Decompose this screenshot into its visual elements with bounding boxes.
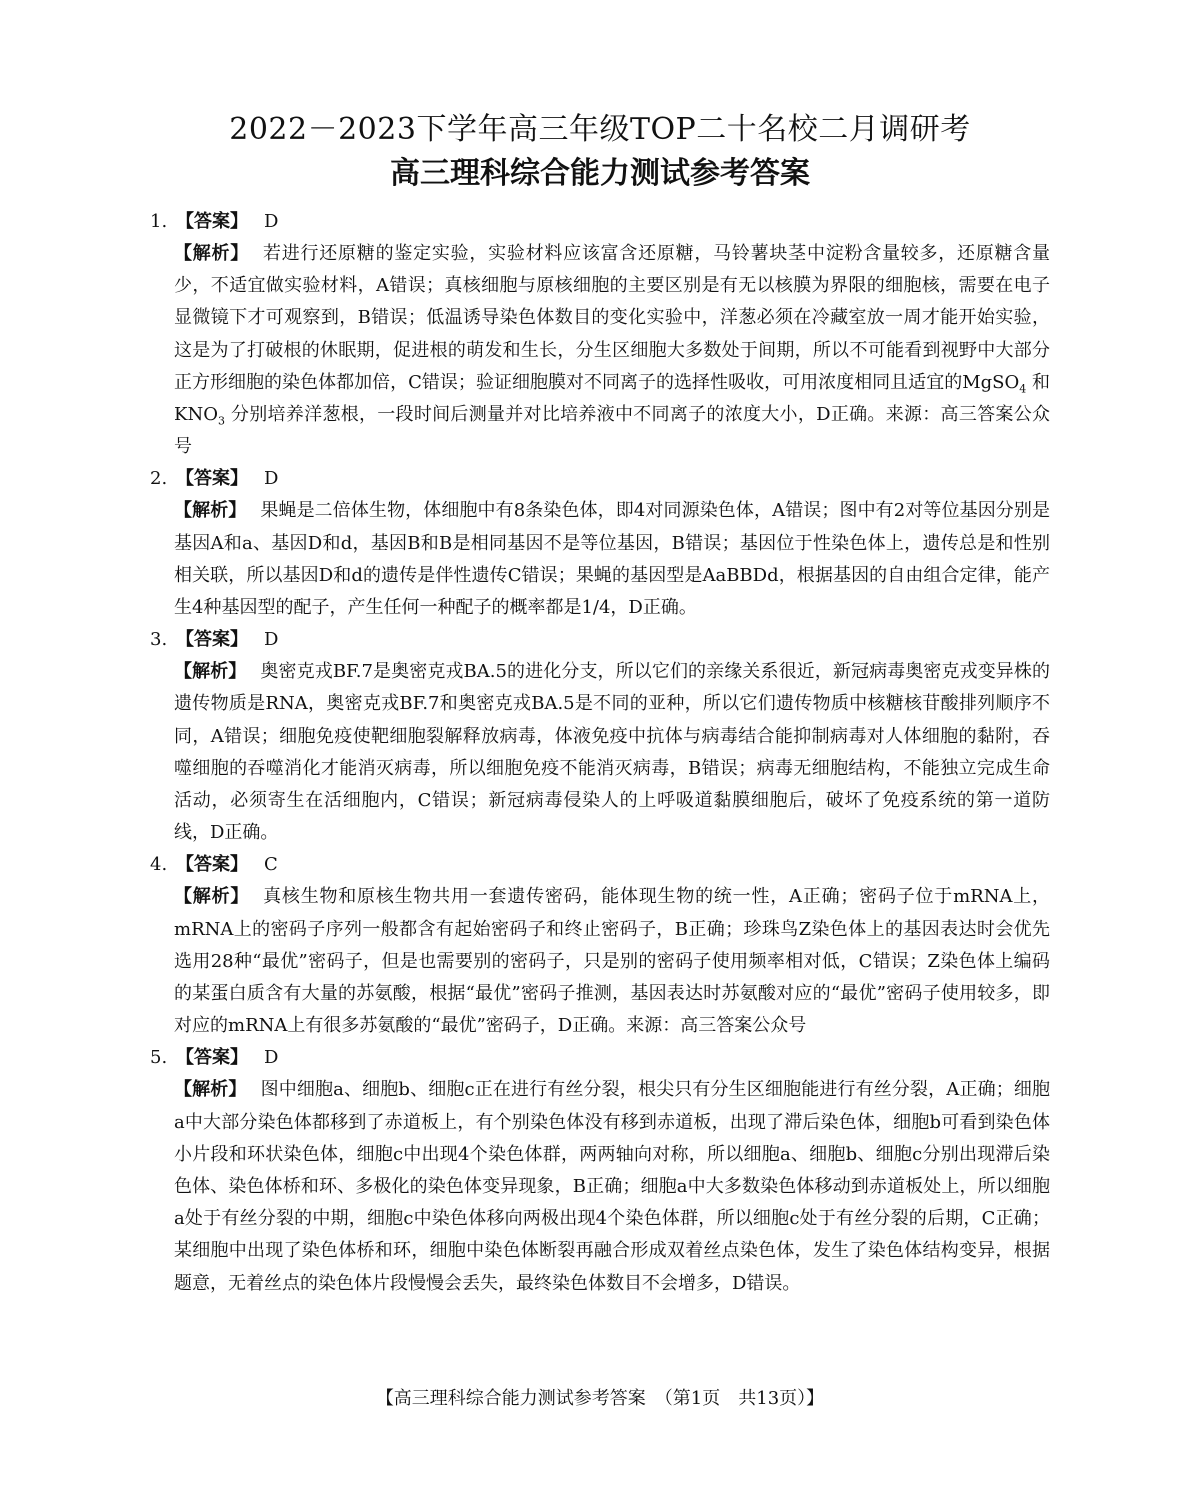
answer-tag: 【答案】: [176, 211, 248, 232]
answer-line: [150, 206, 1050, 238]
explanation: [174, 656, 1050, 849]
question-number: 1.: [150, 211, 168, 232]
answer-value: C: [264, 854, 278, 876]
answer-value: D: [264, 629, 279, 651]
explanation: [174, 881, 1050, 1042]
subscript: 4: [1019, 382, 1027, 396]
explanation-text: 分别培养洋葱根，一段时间后测量并对比培养液中不同离子的浓度大小，D正确。来源：高三答案公众号: [174, 404, 1050, 458]
explanation-tag: 【解析】: [174, 243, 250, 264]
page-title: 2022－2023下学年高三年级TOP二十名校二月调研考: [229, 112, 971, 147]
page-footer: 【高三理科综合能力测试参考答案 （第1页 共13页）】: [375, 1388, 825, 1409]
answer-line: [150, 624, 1050, 656]
answer-line: [150, 849, 1050, 881]
explanation-tag: 【解析】: [174, 886, 250, 908]
answer-tag: 【答案】: [176, 854, 248, 876]
explanation-text: 和KNO: [174, 371, 1050, 426]
answer-tag: 【答案】: [176, 468, 248, 490]
answer-value: D: [264, 211, 279, 232]
question-number: 4.: [150, 854, 168, 876]
explanation: [174, 1074, 1050, 1299]
question-number: 3.: [150, 629, 168, 651]
answer-tag: 【答案】: [176, 1047, 248, 1069]
answer-value: D: [264, 1047, 279, 1069]
question-2: [150, 463, 1050, 624]
subscript: 3: [217, 414, 225, 428]
explanation-text: 图中细胞a、细胞b、细胞c正在进行有丝分裂，根尖只有分生区细胞能进行有丝分裂，A正确；细胞a中大部分染色体都移到了赤道板上，有个别染色体没有移到赤道板，出现了滞后染色体，细胞b可看到染色体小片段和环状染色体，细胞c中出现4个染色体群，两两轴向对称，所以细胞a、细胞b、细胞c分别出现滞后染色体、染色体桥和环、多极化的染色体变异现象，B正确；细胞a中大多数染色体移动到赤道板处上，所以细胞a处于有丝分裂的中期，细胞c中染色体移向两极出现4个染色体群，所以细胞c处于有丝分裂的后期，C正确；某细胞中出现了染色体桥和环，细胞中染色体断裂再融合形成双着丝点染色体，发生了染色体结构变异，根据题意，无着丝点的染色体片段慢慢会丢失，最终染色体数目不会增多，D错误。: [174, 1079, 1050, 1294]
answer-line: [150, 463, 1050, 495]
answer-value: D: [264, 468, 279, 490]
question-4: [150, 849, 1050, 1042]
explanation-tag: 【解析】: [174, 1079, 247, 1101]
explanation-text: 真核生物和原核生物共用一套遗传密码，能体现生物的统一性，A正确；密码子位于mRNA上，mRNA上的密码子序列一般都含有起始密码子和终止密码子，B正确；珍珠鸟Z染色体上的基因表达时会优先选用28种“最优”密码子，但是也需要别的密码子，只是别的密码子使用频率相对低，C错误；Z染色体上编码的某蛋白质含有大量的苏氨酸，根据“最优”密码子推测，基因表达时苏氨酸对应的“最优”密码子使用较多，即对应的mRNA上有很多苏氨酸的“最优”密码子，D正确。来源：高三答案公众号: [174, 886, 1051, 1037]
question-3: [150, 624, 1050, 849]
explanation-tag: 【解析】: [174, 661, 247, 683]
explanation-text: 果蝇是二倍体生物，体细胞中有8条染色体，即4对同源染色体，A错误；图中有2对等位基因分别是基因A和a、基因D和d，基因B和B是相同基因不是等位基因，B错误；基因位于性染色体上，遗传总是和性别相关联，所以基因D和d的遗传是伴性遗传C错误；果蝇的基因型是AaBBDd，根据基因的自由组合定律，能产生4种基因型的配子，产生任何一种配子的概率都是1/4，D正确。: [174, 500, 1050, 619]
question-number: 5.: [150, 1047, 168, 1069]
explanation-text: 若进行还原糖的鉴定实验，实验材料应该富含还原糖，马铃薯块茎中淀粉含量较多，还原糖含量少，不适宜做实验材料，A错误；真核细胞与原核细胞的主要区别是有无以核膜为界限的细胞核，需要在电子显微镜下才可观察到，B错误；低温诱导染色体数目的变化实验中，洋葱必须在冷藏室放一周才能开始实验，这是为了打破根的休眠期，促进根的萌发和生长，分生区细胞大多数处于间期，所以不可能看到视野中大部分正方形细胞的染色体都加倍，C错误；验证细胞膜对不同离子的选择性吸收，可用浓度相同且适宜的MgSO: [174, 243, 1051, 393]
answer-tag: 【答案】: [176, 629, 248, 651]
question-1: [150, 206, 1050, 463]
explanation: [174, 238, 1050, 463]
page-subtitle: 高三理科综合能力测试参考答案: [390, 156, 810, 191]
question-number: 2.: [150, 468, 168, 490]
explanation-tag: 【解析】: [174, 500, 247, 522]
explanation: [174, 495, 1050, 624]
explanation-text: 奥密克戎BF.7是奥密克戎BA.5的进化分支，所以它们的亲缘关系很近，新冠病毒奥密克戎变异株的遗传物质是RNA，奥密克戎BF.7和奥密克戎BA.5是不同的亚种，所以它们遗传物质中核糖核苷酸排列顺序不同，A错误；细胞免疫使靶细胞裂解释放病毒，体液免疫中抗体与病毒结合能抑制病毒对人体细胞的黏附，吞噬细胞的吞噬消化才能消灭病毒，所以细胞免疫不能消灭病毒，B错误；病毒无细胞结构，不能独立完成生命活动，必须寄生在活细胞内，C错误；新冠病毒侵染人的上呼吸道黏膜细胞后，破坏了免疫系统的第一道防线，D正确。: [174, 661, 1051, 844]
question-5: [150, 1042, 1050, 1299]
answer-line: [150, 1042, 1050, 1074]
